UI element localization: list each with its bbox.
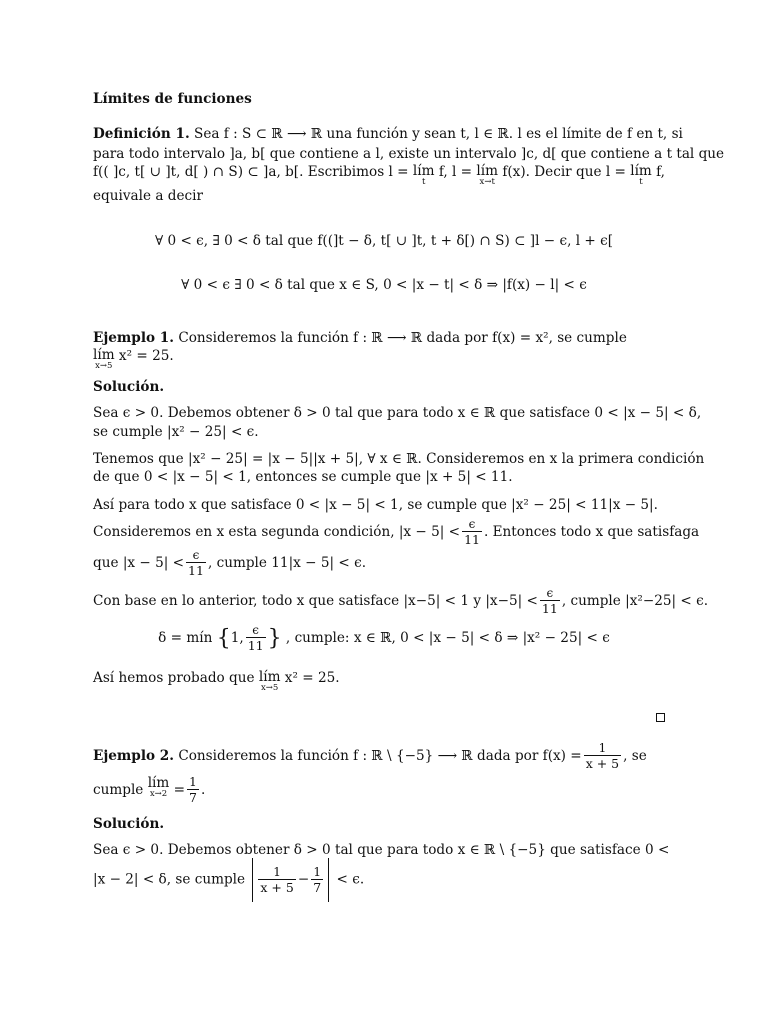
lim-word: lím <box>93 347 115 363</box>
example1-statement: Consideremos la función f : ℝ ⟶ ℝ dada por f(x) = x², se cumple <box>178 330 627 346</box>
fraction-denominator: 7 <box>189 790 197 805</box>
example2-statement: Consideremos la función f : ℝ \ {−5} ⟶ ℝ dada por f(x) = <box>178 748 582 764</box>
lim-x5 <box>259 670 281 692</box>
definition-equation-2: ∀ 0 < ϵ ∃ 0 < δ tal que x ∈ S, 0 < |x − t| < δ ⇒ |f(x) − l| < ϵ <box>181 277 587 293</box>
lim-xt <box>476 164 498 186</box>
fraction-denominator: x + 5 <box>585 756 620 771</box>
lim-word: lím <box>630 163 652 179</box>
lim-subscript: x→2 <box>149 789 168 799</box>
lim-subscript: x→5 <box>95 361 113 371</box>
fraction-numerator: 1 <box>273 864 281 879</box>
example2-line-2 <box>93 776 205 805</box>
fraction-eps-over-11 <box>462 518 482 547</box>
lim-subscript: x→5 <box>261 683 279 693</box>
lim-word: lím <box>258 669 281 685</box>
fraction-numerator: ϵ <box>546 586 554 600</box>
minus-sign: − <box>297 871 310 888</box>
fraction-numerator: 1 <box>598 741 607 755</box>
fraction-numerator: ϵ <box>468 517 476 531</box>
example2-solution-heading: Solución. <box>93 816 165 832</box>
fraction-1-over-7 <box>311 866 323 895</box>
example2-label: Ejemplo 2. <box>93 748 174 764</box>
right-brace: } <box>267 626 282 651</box>
delta-text-b: 1, <box>230 630 244 646</box>
fraction-numerator: ϵ <box>192 548 200 562</box>
definition-text-3a: f(( ]c, t[ ∪ ]t, d[ ) ∩ S) ⊂ ]a, b[. Escribimos l = <box>93 164 409 180</box>
example1-line-1 <box>93 330 627 346</box>
example1-conclusion-text: Así hemos probado que <box>93 670 255 686</box>
fraction-denominator: 11 <box>464 532 480 547</box>
example2-equals: = <box>173 782 185 798</box>
example2-para1-line1: Sea ϵ > 0. Debemos obtener δ > 0 tal que para todo x ∈ ℝ \ {−5} que satisface 0 < <box>93 842 670 858</box>
definition-line-2: para todo intervalo ]a, b[ que contiene a l, existe un intervalo ]c, d[ que contiene a t tal que <box>93 146 725 162</box>
delta-text-c: , cumple: x ∈ ℝ, 0 < |x − 5| < δ ⇒ |x² − 25| < ϵ <box>285 630 610 646</box>
example2-statement-end: , se <box>623 748 647 764</box>
example1-para1-line1: Sea ϵ > 0. Debemos obtener δ > 0 tal que para todo x ∈ ℝ que satisface 0 < |x − 5| < δ, <box>93 405 702 421</box>
example1-para6-text-b: , cumple |x²−25| < ϵ. <box>561 593 709 609</box>
example2-period: . <box>200 782 206 798</box>
example1-conclusion <box>93 670 340 692</box>
lim-x2 <box>148 776 170 798</box>
definition-text-1: Sea f : S ⊂ ℝ ⟶ ℝ una función y sean t, l ∈ ℝ. l es el límite de f en t, si <box>194 126 683 142</box>
example1-para6 <box>93 587 708 616</box>
example1-para2-line2: de que 0 < |x − 5| < 1, entonces se cumple que |x + 5| < 11. <box>93 469 513 485</box>
fraction-denominator: 11 <box>188 563 204 578</box>
example2-cumple: cumple <box>93 782 144 798</box>
example1-para4-line2 <box>93 549 366 578</box>
fraction-numerator: 1 <box>313 864 322 879</box>
example1-para6-text-a: Con base en lo anterior, todo x que satisface |x−5| < 1 y |x−5| < <box>93 593 538 609</box>
definition-label: Definición 1. <box>93 126 190 142</box>
example1-para4-text-b: . Entonces todo x que satisfaga <box>483 524 700 540</box>
fraction-eps-over-11 <box>540 587 560 616</box>
fraction-denominator: 11 <box>247 638 264 653</box>
example1-conclusion-value: x² = 25. <box>284 670 340 686</box>
definition-text-3d: f, <box>656 164 666 180</box>
lim-word: lím <box>476 163 498 179</box>
lim-subscript: t <box>421 177 426 187</box>
example2-line-1 <box>93 742 647 771</box>
fraction-eps-over-11 <box>186 549 206 578</box>
definition-text-3c: f(x). Decir que l = <box>502 164 626 180</box>
lim-subscript: t <box>639 177 643 187</box>
definition-line-3 <box>93 164 665 186</box>
definition-line-1 <box>93 126 683 142</box>
example1-para4-line1 <box>93 518 699 547</box>
absolute-value-left-bar <box>252 858 253 902</box>
example1-para3: Así para todo x que satisface 0 < |x − 5| < 1, se cumple que |x² − 25| < 11|x − 5|. <box>93 497 658 513</box>
fraction-1-over-7 <box>187 776 199 805</box>
example1-limit-value: x² = 25. <box>118 348 174 364</box>
example1-line-2 <box>93 348 174 370</box>
fraction-denominator: x + 5 <box>260 879 294 895</box>
example1-label: Ejemplo 1. <box>93 330 174 346</box>
definition-equation-1: ∀ 0 < ϵ, ∃ 0 < δ tal que f((]t − δ, t[ ∪ ]t, t + δ[) ∩ S) ⊂ ]l − ϵ, l + ϵ[ <box>154 233 614 249</box>
example1-solution-heading: Solución. <box>93 379 165 395</box>
example1-para2-line1: Tenemos que |x² − 25| = |x − 5||x + 5|, ∀ x ∈ ℝ. Consideremos en x la primera condición <box>93 451 705 467</box>
example2-para1-text-b: < ϵ. <box>336 871 365 888</box>
lim-word: lím <box>147 775 170 791</box>
lim-subscript: x→t <box>479 177 495 187</box>
qed-square-icon <box>656 713 665 722</box>
example1-delta-equation <box>0 624 768 653</box>
example1-para4-text-a: Consideremos en x esta segunda condición, |x − 5| < <box>93 524 461 540</box>
absolute-value-right-bar <box>328 858 329 902</box>
definition-text-3b: f, l = <box>438 164 473 180</box>
lim-t-1 <box>413 164 435 186</box>
example1-para5-text-b: , cumple 11|x − 5| < ϵ. <box>207 555 367 571</box>
lim-x5 <box>93 348 115 370</box>
fraction-numerator: 1 <box>189 775 197 789</box>
fraction-numerator: ϵ <box>252 623 259 637</box>
fraction-denominator: 11 <box>541 601 558 616</box>
fraction-1-over-xplus5 <box>584 742 621 771</box>
example1-para5-text-a: que |x − 5| < <box>93 555 185 571</box>
lim-t-2 <box>630 164 652 186</box>
example2-para1-text-a: |x − 2| < δ, se cumple <box>93 871 246 888</box>
example2-para1-line2 <box>93 858 364 902</box>
page-title: Límites de funciones <box>93 91 252 107</box>
left-brace: { <box>216 626 231 651</box>
delta-text-a: δ = mín <box>158 630 213 646</box>
fraction-eps-over-11 <box>246 624 266 653</box>
fraction-denominator: 7 <box>313 879 322 895</box>
definition-line-4: equivale a decir <box>93 188 203 204</box>
fraction-1-over-xplus5 <box>258 866 295 895</box>
lim-word: lím <box>412 163 435 179</box>
example1-para1-line2: se cumple |x² − 25| < ϵ. <box>93 424 259 440</box>
